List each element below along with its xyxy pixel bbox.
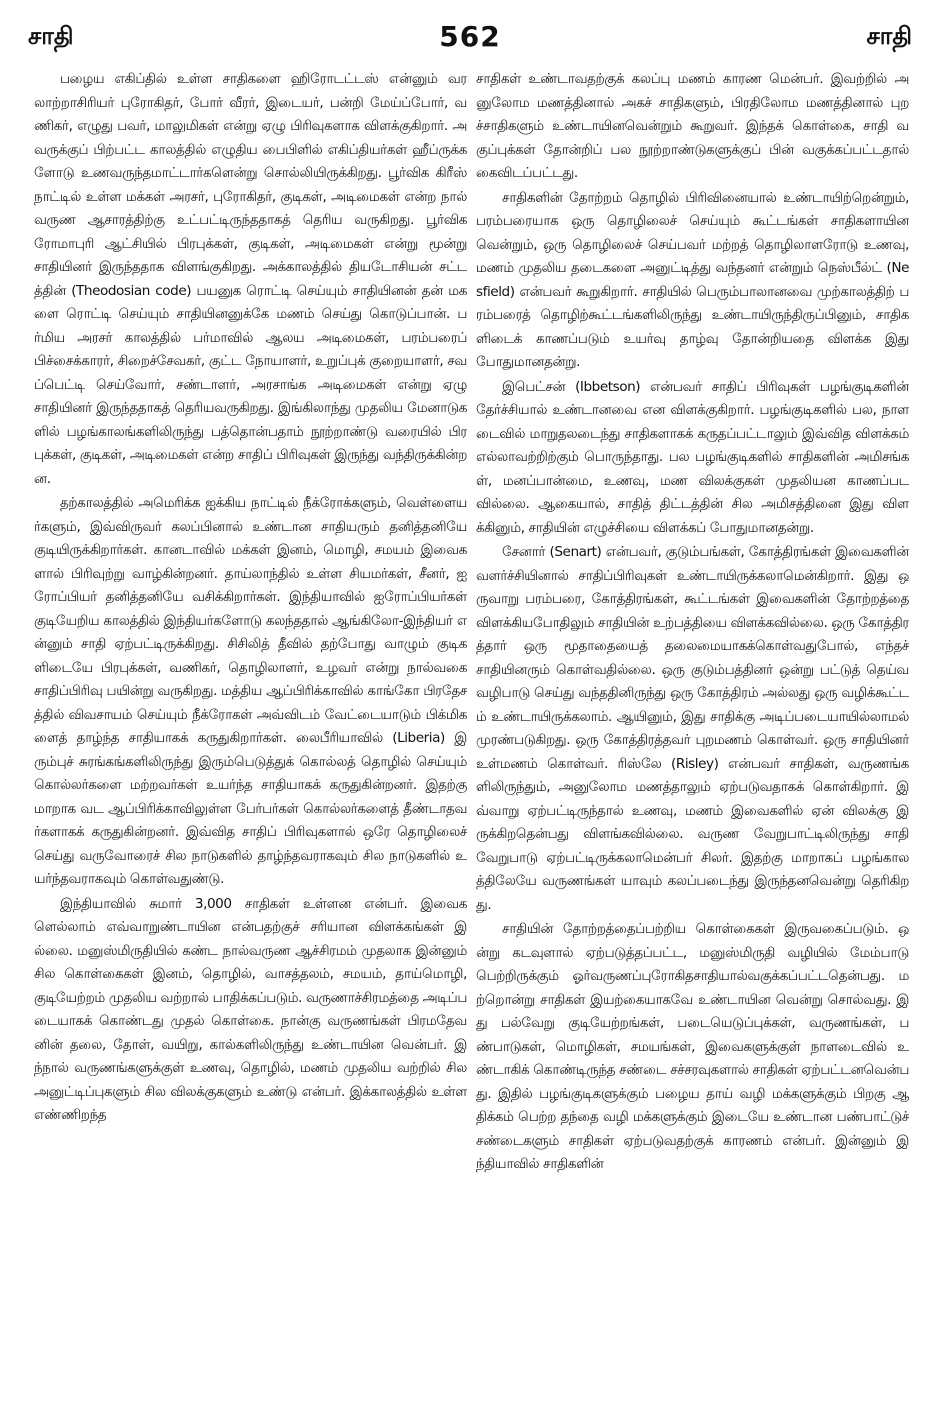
paragraph: சாதியின் தோற்றத்தைப்பற்றிய கொள்கைகள் இருவகைப்படும். ஒன்று கடவுளால் ஏற்படுத்தப்பட்ட, மனுஸ்மிருதி வழியில் மேம்பாடு பெற்றிருக்கும் ஓர்வருணப்புரோகிதசாதியால்வகுக்கப்பட்டதென்பது. மற்றொன்று சாதிகள் இயற்கையாகவே உண்டாயின வென்று சொல்வது. இது பல்வேறு குடியேற்றங்கள், படையெடுப்புக்கள், வருணங்கள், பண்பாடுகள், மொழிகள், சமயங்கள், இவைகளுக்குள் நாளடைவில் உண்டாகிக் கொண்டிருந்த சண்டை சச்சரவுகளால் சாதிகள் ஏற்பட்டனவென்பது. இதில் பழங்குடிகளுக்கும் பழைய தாய் வழி மக்களுக்கும் பிறகு ஆதிக்கம் பெற்ற தந்தை வழி மக்களுக்கும் இடையே உண்டான பண்பாட்டுச் சண்டைகளும் சாதிகள் ஏற்படுவதற்குக் காரணம் என்பர். இன்னும் இந்தியாவில் சாதிகளின் (476, 921, 909, 1172)
paragraph: இபெட்சன் (Ibbetson) என்பவர் சாதிப் பிரிவுகள் பழங்குடிகளின் தேர்ச்சியால் உண்டானவை என விளக்குகிறார். பழங்குடிகளில் பல, நாளடைவில் மாறுதலடைந்து சாதிகளாகக் கருதப்பட்டாலும் இவ்வித விளக்கம் எல்லாவற்றிற்கும் பொருந்தாது. பல பழங்குடிகளில் சாதிகளின் அமிசங்கள், மனப்பான்மை, உணவு, மண விலக்குகள் முதலியன காணப்படவில்லை. ஆகையால், சாதித் திட்டத்தின் சில அமிசத்தினை இது விளக்கினும், சாதியின் எழுச்சியை விளக்கப் போதுமானதன்று. (476, 378, 909, 536)
right-column (476, 68, 909, 1408)
paragraph: பழைய எகிப்தில் உள்ள சாதிகளை ஹிரோடட்டஸ் என்னும் வரலாற்றாசிரியர் புரோகிதர், போர் வீரர், இடையர், பன்றி மேய்ப்போர், வணிகர், எழுது பவர், மாலுமிகள் என்று ஏழு பிரிவுகளாக விளக்குகிறார். அவருக்குப் பிற்பட்ட காலத்தில் எழுதிய பைபிளில் எகிப்தியர்கள் ஹீப்ருக்களோடு உணவருந்தமாட்டார்களென்று சொல்லியிருக்கிறது. பூர்விக கிரீஸ் நாட்டில் உள்ள மக்கள் அரசர், புரோகிதர், குடிகள், அடிமைகள் என்ற நால் வருண ஆசாரத்திற்கு உட்பட்டிருந்ததாகத் தெரிய வருகிறது. பூர்விக ரோமாபுரி ஆட்சியில் பிரபுக்கள், குடிகள், அடிமைகள் என்று மூன்று சாதியினர் இருந்ததாக விளங்குகிறது. அக்காலத்தில் தியடோசியன் சட்டத்தின் (Theodosian code) பயனுக ரொட்டி செய்யும் சாதியினன் தன் மகளை ரொட்டி செய்யும் சாதியினனுக்கே மணம் செய்து கொடுப்பான். பர்மிய அரசர் காலத்தில் பர்மாவில் ஆலய அடிமைகள், பரம்பரைப் பிச்சைக்காரர், சிறைச்சேவகர், குட்ட நோயாளர், உறுப்புக் குறையாளர், சவப்பெட்டி செய்வோர், சண்டாளர், அரசாங்க அடிமைகள் என்று ஏழு சாதியினர் இருந்ததாகத் தெரியவருகிறது. இங்கிலாந்து முதலிய மேனாடுகளில் பழங்காலங்களிலிருந்து பத்தொன்பதாம் நூற்றாண்டு வரையில் பிரபுக்கள், குடிகள், அடிமைகள் என்ற சாதிப் பிரிவுகள் இருந்து வந்திருக்கின்றன. (34, 71, 467, 487)
page-header (28, 22, 912, 56)
left-column (34, 68, 467, 1408)
paragraph: சாதிகள் உண்டாவதற்குக் கலப்பு மணம் காரண மென்பர். இவற்றில் அனுலோம மணத்தினால் அகச் சாதிகளும், பிரதிலோம மணத்தினால் புறச்சாதிகளும் உண்டாயினவென்றும் கூறுவர். இந்தக் கொள்கை, சாதி வகுப்புக்கள் தோன்றிப் பல நூற்றாண்டுகளுக்குப் பின் வகுக்கப்பட்டதால் கைவிடப்பட்டது. (476, 71, 909, 181)
paragraph: சாதிகளின் தோற்றம் தொழில் பிரிவினையால் உண்டாயிற்றென்றும், பரம்பரையாக ஒரு தொழிலைச் செய்யும் கூட்டங்கள் சாதிகளாயினவென்றும், ஒரு தொழிலைச் செய்பவர் மற்றத் தொழிலாளரோடு உணவு, மணம் முதலிய தடைகளை அனுட்டித்து வந்தனர் என்றும் நெஸ்பீல்ட் (Nesfield) என்பவர் கூறுகிறார். சாதியில் பெரும்பாலானவை முற்காலத்திற் பரம்பரைத் தொழிற்கூட்டங்களிலிருந்து உண்டாயிருந்திருப்பினும், சாதிகளிடைக் காணப்படும் உயர்வு தாழ்வு தோன்றியதை விளக்க இது போதுமானதன்று. (476, 189, 909, 370)
running-head-left: சாதி (28, 22, 74, 50)
paragraph: தற்காலத்தில் அமெரிக்க ஐக்கிய நாட்டில் நீக்ரோக்களும், வெள்ளையர்களும், இவ்விருவர் கலப்பினால் உண்டான சாதியரும் தனித்தனியே குடியிருக்கிறார்கள். கானடாவில் மக்கள் இனம், மொழி, சமயம் இவைகளால் பிரிவுற்று வாழ்கின்றனர். தாய்லாந்தில் உள்ள சியமர்கள், சீனர், ஐரோப்பியர் தனித்தனியே வசிக்கிறார்கள். இந்தியாவில் ஐரோப்பியர்கள் குடியேறிய காலத்தில் இந்தியர்களோடு கலந்ததால் ஆங்கிலோ-இந்தியர் என்னும் சாதி ஏற்பட்டிருக்கிறது. சிசிலித் தீவில் தற்போது வாழும் குடிகளிடையே பிரபுக்கள், வணிகர், தொழிலாளர், உழவர் என்று நால்வகை சாதிப்பிரிவு பயின்று வருகிறது. மத்திய ஆப்பிரிக்காவில் காங்கோ பிரதேசத்தில் விவசாயம் செய்யும் நீக்ரோகள் அவ்விடம் வேட்டையாடும் பிக்மிகளைத் தாழ்ந்த சாதியாகக் கருதுகிறார்கள். லைபீரியாவில் (Liberia) இரும்புச் சுரங்கங்களிலிருந்து இரும்பெடுத்துக் கொல்லத் தொழில் செய்யும் கொல்லர்களை மற்றவர்கள் உயர்ந்த சாதியாகக் கருதுகின்றனர். இதற்கு மாறாக வட ஆப்பிரிக்காவிலுள்ள பேர்பர்கள் கொல்லர்களைத் தீண்டாதவர்களாகக் கருதுகின்றனர். இவ்வித சாதிப் பிரிவுகளால் ஒரே தொழிலைச் செய்து வருவோரைச் சில நாடுகளில் தாழ்ந்தவராகவும் சில நாடுகளில் உயர்ந்தவராகவும் கொள்வதுண்டு. (34, 495, 467, 887)
paragraph: இந்தியாவில் சுமார் 3,000 சாதிகள் உள்ளன என்பர். இவைகளெல்லாம் எவ்வாறுண்டாயின என்பதற்குச் சரியான விளக்கங்கள் இல்லை. மனுஸ்மிருதியில் கண்ட நால்வருண ஆச்சிரமம் முதலாக இன்னும் சில கொள்கைகள் இனம், தொழில், வாசத்தலம், சமயம், தாய்மொழி, குடியேற்றம் முதலிய வற்றால் பாதிக்கப்படும். வருணாச்சிரமத்தை அடிப்படையாகக் கொண்டது முதல் கொள்கை. நான்கு வருணங்கள் பிரமதேவனின் தலை, தோள், வயிறு, கால்களிலிருந்து உண்டாயின வென்பர். இந்நால் வருணங்களுக்குள் உணவு, தொழில், மணம் முதலிய வற்றில் சில அனுட்டிப்புகளும் சில விலக்குகளும் உண்டு என்பர். இக்காலத்தில் உள்ள எண்ணிறந்த (34, 895, 467, 1123)
running-head-right: சாதி (866, 22, 912, 50)
page-number: 562 (439, 20, 501, 53)
paragraph: சேனார் (Senart) என்பவர், குடும்பங்கள், கோத்திரங்கள் இவைகளின் வளர்ச்சியினால் சாதிப்பிரிவுகள் உண்டாயிருக்கலாமென்கிறார். இது ஒருவாறு பரம்பரை, கோத்திரங்கள், கூட்டங்கள் இவைகளின் தோற்றத்தை விளக்கியபோதிலும் சாதியின் உற்பத்தியை விளக்கவில்லை. ஒரு கோத்திரத்தார் ஒரு மூதாதையைத் தலைமையாகக்கொள்வதுபோல், எந்தச் சாதியினரும் கொள்வதில்லை. ஒரு குடும்பத்தினர் ஒன்று பட்டுத் தெய்வ வழிபாடு செய்து வந்ததினிருந்து ஒரு கோத்திரம் அல்லது ஒரு வழிக்கூட்டம் உண்டாயிருக்கலாம். ஆயினும், இது சாதிக்கு அடிப்படையாயில்லாமல் முரண்படுகிறது. ஒரு கோத்திரத்தவர் புறமணம் கொள்வர். ஒரு சாதியினர் உள்மணம் கொள்வர். ரிஸ்லே (Risley) என்பவர் சாதிகள், வருணங்களிலிருந்தும், அனுலோம மணத்தாலும் ஏற்படுவதாகக் கொள்கிறார். இவ்வாறு ஏற்பட்டிருந்தால் உணவு, மணம் இவைகளில் ஏன் விலக்கு இருக்கிறதென்பது விளங்கவில்லை. வருண வேறுபாட்டிலிருந்து சாதி வேறுபாடு ஏற்பட்டிருக்கலாமென்பர் சிலர். இதற்கு மாறாகப் பழங்காலத்திலேயே வருணங்கள் யாவும் கலப்படைந்து இருந்தனவென்று தெரிகிறது. (476, 544, 909, 913)
